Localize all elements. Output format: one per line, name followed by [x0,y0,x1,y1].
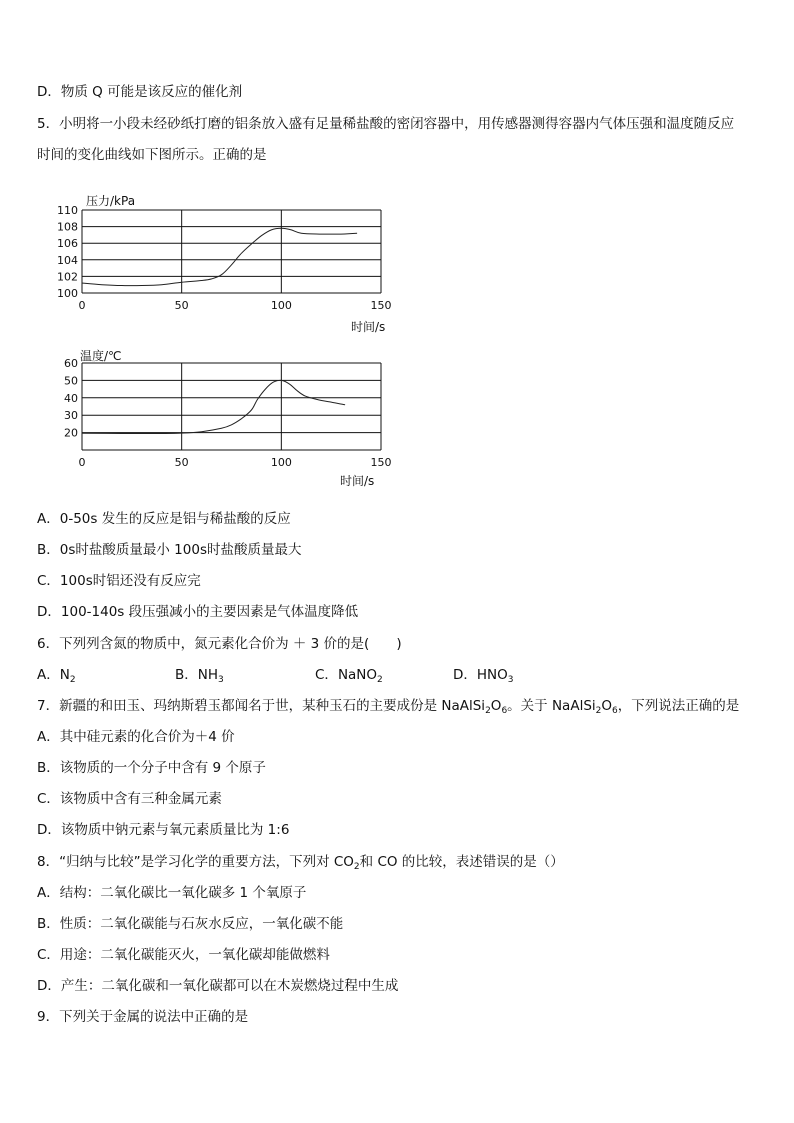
y-tick-label: 40 [64,391,78,405]
temperature-chart-title: 温度/℃ [80,349,122,363]
q6-option-a: A．$N_2$ [37,667,76,685]
y-tick-label: 108 [57,220,78,234]
temperature-chart [40,345,410,495]
q7-option-b: B．该物质的一个分子中含有 9 个原子 [37,760,266,776]
pressure-chart-xlabel: 时间/s [351,320,386,334]
x-tick-label: 150 [370,456,392,469]
y-tick-label: 110 [57,204,78,217]
pressure-series-line [82,228,357,285]
y-tick-label: 30 [64,409,78,423]
y-tick-label: 100 [57,287,78,300]
q6-options [37,666,737,686]
temperature-chart-xlabel: 时间/s [340,474,375,488]
x-tick-label: 150 [370,299,392,312]
y-tick-label: 60 [64,357,78,370]
q7-option-d: D．该物质中钠元素与氧元素质量比为 1:6 [37,822,290,838]
y-tick-label: 50 [64,374,78,388]
q8-option-b: B．性质：二氧化碳能与石灰水反应，一氧化碳不能 [37,916,344,932]
q5-stem-line2: 时间的变化曲线如下图所示。正确的是 [37,147,267,163]
q8-stem: 8．“归纳与比较”是学习化学的重要方法，下列对 $CO_2$和 CO 的比较，表述错误的是（） [37,854,564,872]
q7-stem: 7．新疆的和田玉、玛纳斯碧玉都闻名于世，某种玉石的主要成份是 $NaAlSi_2O_6$。关于 $NaAlSi_2O_6$，下列说法正确的是 [37,698,740,716]
y-tick-label: 102 [57,270,78,284]
q7-option-a: A．其中硅元素的化合价为＋4 价 [37,729,235,745]
x-tick-label: 0 [78,456,86,469]
q8-option-c: C．用途：二氧化碳能灭火，一氧化碳却能做燃料 [37,947,330,963]
q5-option-a: A．0-50s 发生的反应是铝与稀盐酸的反应 [37,511,291,527]
x-tick-label: 100 [270,456,292,469]
y-tick-label: 20 [64,426,78,440]
q5-option-d: D．100-140s 段压强减小的主要因素是气体温度降低 [37,604,359,620]
q6-option-b: B．$NH_3$ [175,667,224,685]
pressure-chart [40,190,410,340]
x-tick-label: 100 [270,299,292,312]
q6-stem: 6．下列列含氮的物质中，氮元素化合价为 ＋ 3 价的是( ) [37,636,402,652]
y-tick-label: 104 [57,253,78,267]
x-tick-label: 50 [174,456,189,469]
x-tick-label: 0 [78,299,86,312]
q9-stem: 9．下列关于金属的说法中正确的是 [37,1009,249,1025]
q6-option-c: C．NaNO$_2$ [315,667,383,685]
q5-option-c: C．100s时铝还没有反应完 [37,573,201,589]
pressure-chart-title: 压力/kPa [86,194,136,208]
q8-option-a: A．结构：二氧化碳比一氧化碳多 1 个氧原子 [37,885,307,901]
prev-option-d: D．物质 Q 可能是该反应的催化剂 [37,84,243,100]
temperature-series-line [82,380,345,433]
q7-option-c: C．该物质中含有三种金属元素 [37,791,222,807]
q5-stem-line1: 5．小明将一小段未经砂纸打磨的铝条放入盛有足量稀盐酸的密闭容器中，用传感器测得容器内气体压强和温度随反应 [37,116,735,132]
y-tick-label: 106 [57,237,78,251]
q8-option-d: D．产生：二氧化碳和一氧化碳都可以在木炭燃烧过程中生成 [37,978,399,994]
x-tick-label: 50 [174,299,189,312]
q5-option-b: B．0s时盐酸质量最小 100s时盐酸质量最大 [37,542,302,558]
q6-option-d: D．$HNO_3$ [453,667,514,685]
